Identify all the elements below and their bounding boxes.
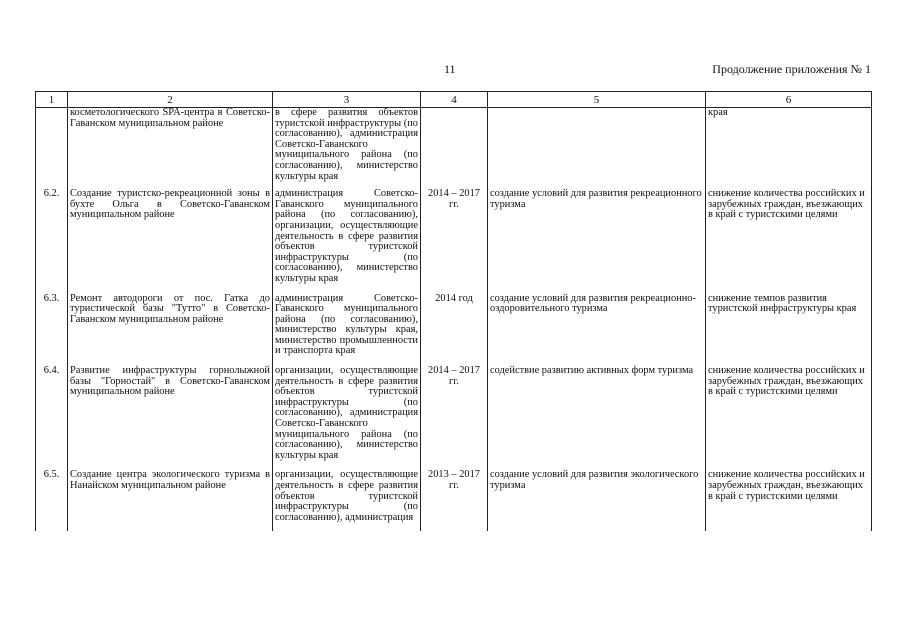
- column-header-2: 2: [68, 92, 273, 108]
- cell-number: 6.4.: [36, 365, 68, 469]
- column-header-3: 3: [273, 92, 421, 108]
- column-header-6: 6: [706, 92, 872, 108]
- table-row: [36, 188, 872, 292]
- cell-measure-name: Ремонт автодороги от пос. Гатка до туристической базы "Тутто" в Советско-Гаванском муниципальном районе: [68, 293, 273, 366]
- cell-consequence: снижение темпов развития туристской инфраструктуры края: [706, 293, 872, 366]
- cell-consequence: снижение количества российских и зарубежных граждан, въезжающих в край с туристскими целями: [706, 365, 872, 469]
- column-header-4: 4: [421, 92, 488, 108]
- cell-number: 6.5.: [36, 469, 68, 531]
- cell-executor: администрация Советско-Гаванского муниципального района (по согласованию), организации, осуществляющие деятельность в сфере развития объектов туристской инфраструктуры (по согласованию), министерство культуры края: [273, 188, 421, 292]
- column-number-row: [36, 92, 872, 108]
- column-header-5: 5: [488, 92, 706, 108]
- cell-executor: в сфере развития объектов туристской инфраструктуры (по согласованию), администрация Советско-Гаванского муниципального района (по согласованию), министерство культуры края: [273, 108, 421, 189]
- cell-executor: администрация Советско-Гаванского муниципального района (по согласованию), министерство культуры края, министерство промышленности и транспорта края: [273, 293, 421, 366]
- cell-measure-name: косметологического SPA-центра в Советско-Гаванском муниципальном районе: [68, 108, 273, 189]
- cell-period: 2014 – 2017 гг.: [421, 365, 488, 469]
- table-row: [36, 293, 872, 366]
- cell-consequence: снижение количества российских и зарубежных граждан, въезжающих в край с туристскими целями: [706, 188, 872, 292]
- cell-result: создание условий для развития экологического туризма: [488, 469, 706, 531]
- table-row-continued: [36, 108, 872, 189]
- cell-result: создание условий для развития рекреационного туризма: [488, 188, 706, 292]
- cell-executor: организации, осуществляющие деятельность в сфере развития объектов туристской инфраструктуры (по согласованию), администрация: [273, 469, 421, 531]
- cell-result: [488, 108, 706, 189]
- cell-measure-name: Создание центра экологического туризма в Нанайском муниципальном районе: [68, 469, 273, 531]
- plan-table: [35, 91, 872, 531]
- cell-period: 2014 год: [421, 293, 488, 366]
- cell-measure-name: Создание туристско-рекреационной зоны в бухте Ольга в Советско-Гаванском муниципальном районе: [68, 188, 273, 292]
- continuation-label: Продолжение приложения № 1: [712, 62, 871, 76]
- cell-result: создание условий для развития рекреационно-оздоровительного туризма: [488, 293, 706, 366]
- cell-executor: организации, осуществляющие деятельность в сфере развития объектов туристской инфраструктуры (по согласованию), администрация Советско-Гаванского муниципального района (по согласованию), министерство культуры края: [273, 365, 421, 469]
- column-header-1: 1: [36, 92, 68, 108]
- page-number: 11: [444, 62, 456, 76]
- cell-consequence: края: [706, 108, 872, 189]
- cell-period: 2013 – 2017 гг.: [421, 469, 488, 531]
- cell-period: [421, 108, 488, 189]
- cell-period: 2014 – 2017 гг.: [421, 188, 488, 292]
- cell-measure-name: Развитие инфраструктуры горнолыжной базы "Горностай" в Советско-Гаванском муниципальном районе: [68, 365, 273, 469]
- cell-result: содействие развитию активных форм туризма: [488, 365, 706, 469]
- table-row: [36, 365, 872, 469]
- cell-number: [36, 108, 68, 189]
- cell-number: 6.2.: [36, 188, 68, 292]
- cell-number: 6.3.: [36, 293, 68, 366]
- table-row: [36, 469, 872, 531]
- cell-consequence: снижение количества российских и зарубежных граждан, въезжающих в край с туристскими целями: [706, 469, 872, 531]
